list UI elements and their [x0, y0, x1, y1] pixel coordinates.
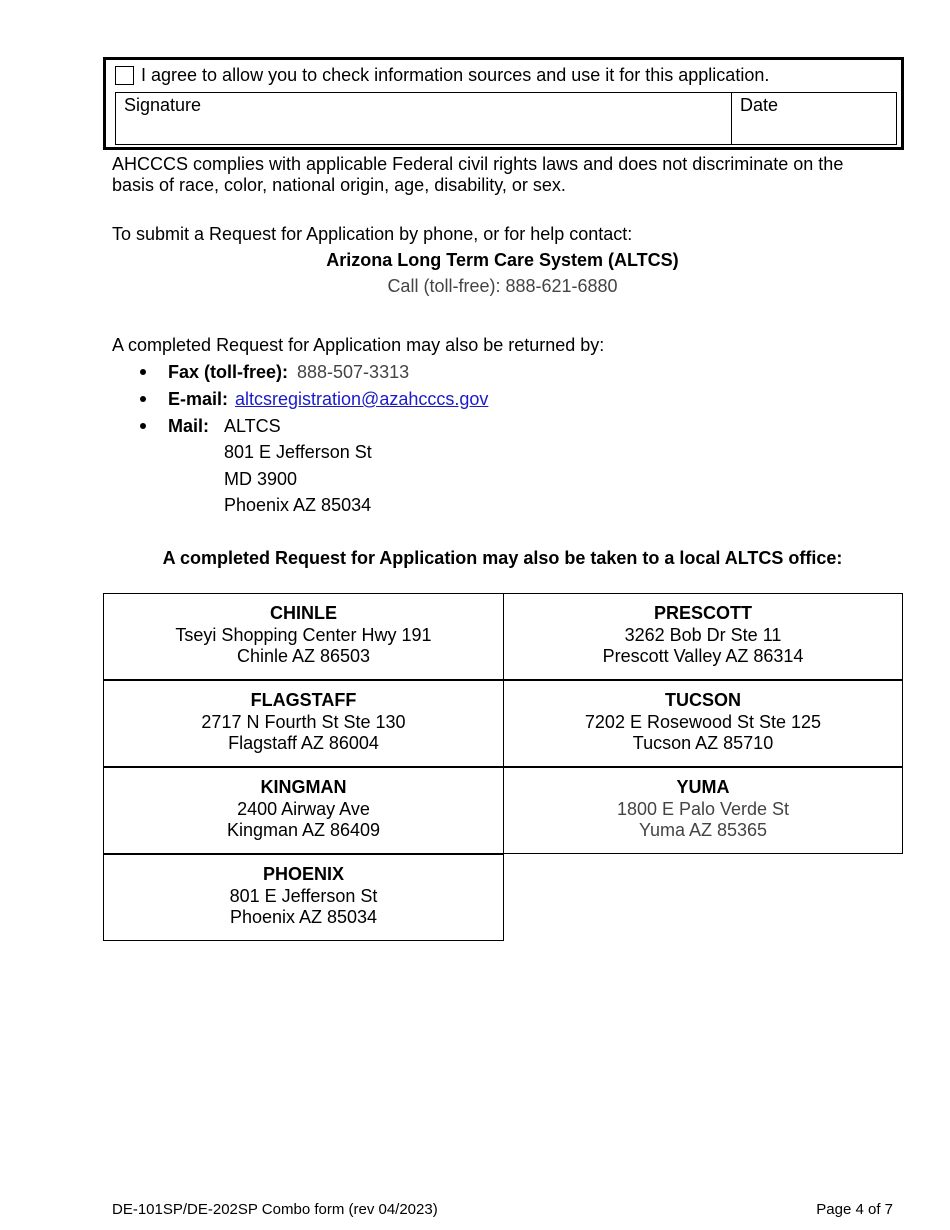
office-address-line: Yuma AZ 85365: [638, 820, 768, 840]
mail-address-line: Phoenix AZ 85034: [224, 494, 372, 515]
offices-heading: A completed Request for Application may also be taken to a local ALTCS office:: [162, 548, 843, 568]
office-cell-chinle: [103, 593, 504, 680]
office-name: PRESCOTT: [653, 603, 752, 623]
date-label: Date: [740, 95, 779, 115]
mail-address-line: ALTCS: [224, 416, 281, 436]
bullet-dot: [140, 423, 146, 429]
contact-intro: To submit a Request for Application by phone, or for help contact:: [112, 224, 633, 244]
office-row: [103, 681, 903, 768]
office-cell-prescott: [503, 593, 903, 680]
nondiscrimination-line-1: AHCCCS complies with applicable Federal civil rights laws and does not discriminate on the: [112, 154, 844, 174]
consent-row: [115, 63, 769, 87]
office-name: KINGMAN: [260, 777, 347, 797]
office-address-line: 7202 E Rosewood St Ste 125: [584, 711, 822, 732]
signature-table: [115, 92, 897, 145]
return-methods-intro: A completed Request for Application may also be returned by:: [112, 335, 605, 355]
office-table: [103, 594, 903, 942]
nondiscrimination-line-2: basis of race, color, national origin, age, disability, or sex.: [112, 175, 566, 195]
email-link[interactable]: altcsregistration@azahcccs.gov: [235, 389, 489, 409]
office-address-line: 2400 Airway Ave: [237, 798, 370, 819]
office-address-line: 1800 E Palo Verde St: [616, 798, 790, 819]
form-id: DE-101SP/DE-202SP Combo form (rev 04/2023): [112, 1201, 438, 1218]
office-row: [103, 768, 903, 855]
mail-address-line: MD 3900: [224, 468, 298, 489]
office-row: [103, 855, 903, 942]
office-name: PHOENIX: [262, 864, 345, 884]
office-address-line: 801 E Jefferson St: [229, 885, 378, 906]
bullet-dot: [140, 369, 146, 375]
email-label: E-mail:: [168, 389, 229, 409]
fax-label: Fax (toll-free):: [168, 362, 289, 382]
altcs-phone: Call (toll-free): 888-621-6880: [387, 276, 618, 296]
office-cell-empty: [503, 854, 903, 941]
office-cell-flagstaff: [103, 680, 504, 767]
mail-address-line: 801 E Jefferson St: [224, 442, 372, 463]
office-address-line: Flagstaff AZ 86004: [228, 733, 379, 753]
office-name: FLAGSTAFF: [250, 690, 357, 710]
consent-checkbox-label: I agree to allow you to check information sources and use it for this application.: [141, 64, 770, 85]
office-address-line: Kingman AZ 86409: [226, 820, 381, 840]
mail-address: [224, 416, 372, 521]
page-number: Page 4 of 7: [816, 1201, 893, 1218]
consent-checkbox[interactable]: [115, 66, 134, 85]
fax-number: 888-507-3313: [297, 362, 410, 382]
office-cell-phoenix: [103, 854, 504, 941]
office-address-line: Phoenix AZ 85034: [229, 907, 378, 927]
signature-field[interactable]: [116, 93, 732, 144]
signature-label: Signature: [124, 95, 202, 115]
bullet-dot: [140, 396, 146, 402]
mail-label: Mail:: [168, 416, 210, 436]
nondiscrimination-statement: [112, 154, 843, 196]
altcs-org-name: Arizona Long Term Care System (ALTCS): [326, 250, 679, 270]
consent-box: [103, 57, 904, 150]
office-address-line: Tucson AZ 85710: [632, 733, 774, 753]
office-name: YUMA: [676, 777, 730, 797]
date-field[interactable]: [732, 93, 896, 144]
office-address-line: 2717 N Fourth St Ste 130: [201, 711, 406, 732]
office-address-line: Chinle AZ 86503: [236, 646, 371, 666]
office-address-line: 3262 Bob Dr Ste 11: [624, 624, 782, 645]
office-name: TUCSON: [665, 690, 741, 710]
office-cell-tucson: [503, 680, 903, 767]
office-row: [103, 594, 903, 681]
office-name: CHINLE: [270, 603, 337, 623]
office-address-line: Prescott Valley AZ 86314: [602, 646, 804, 666]
office-cell-kingman: [103, 767, 504, 854]
office-cell-yuma: [503, 767, 903, 854]
office-address-line: Tseyi Shopping Center Hwy 191: [175, 624, 432, 645]
